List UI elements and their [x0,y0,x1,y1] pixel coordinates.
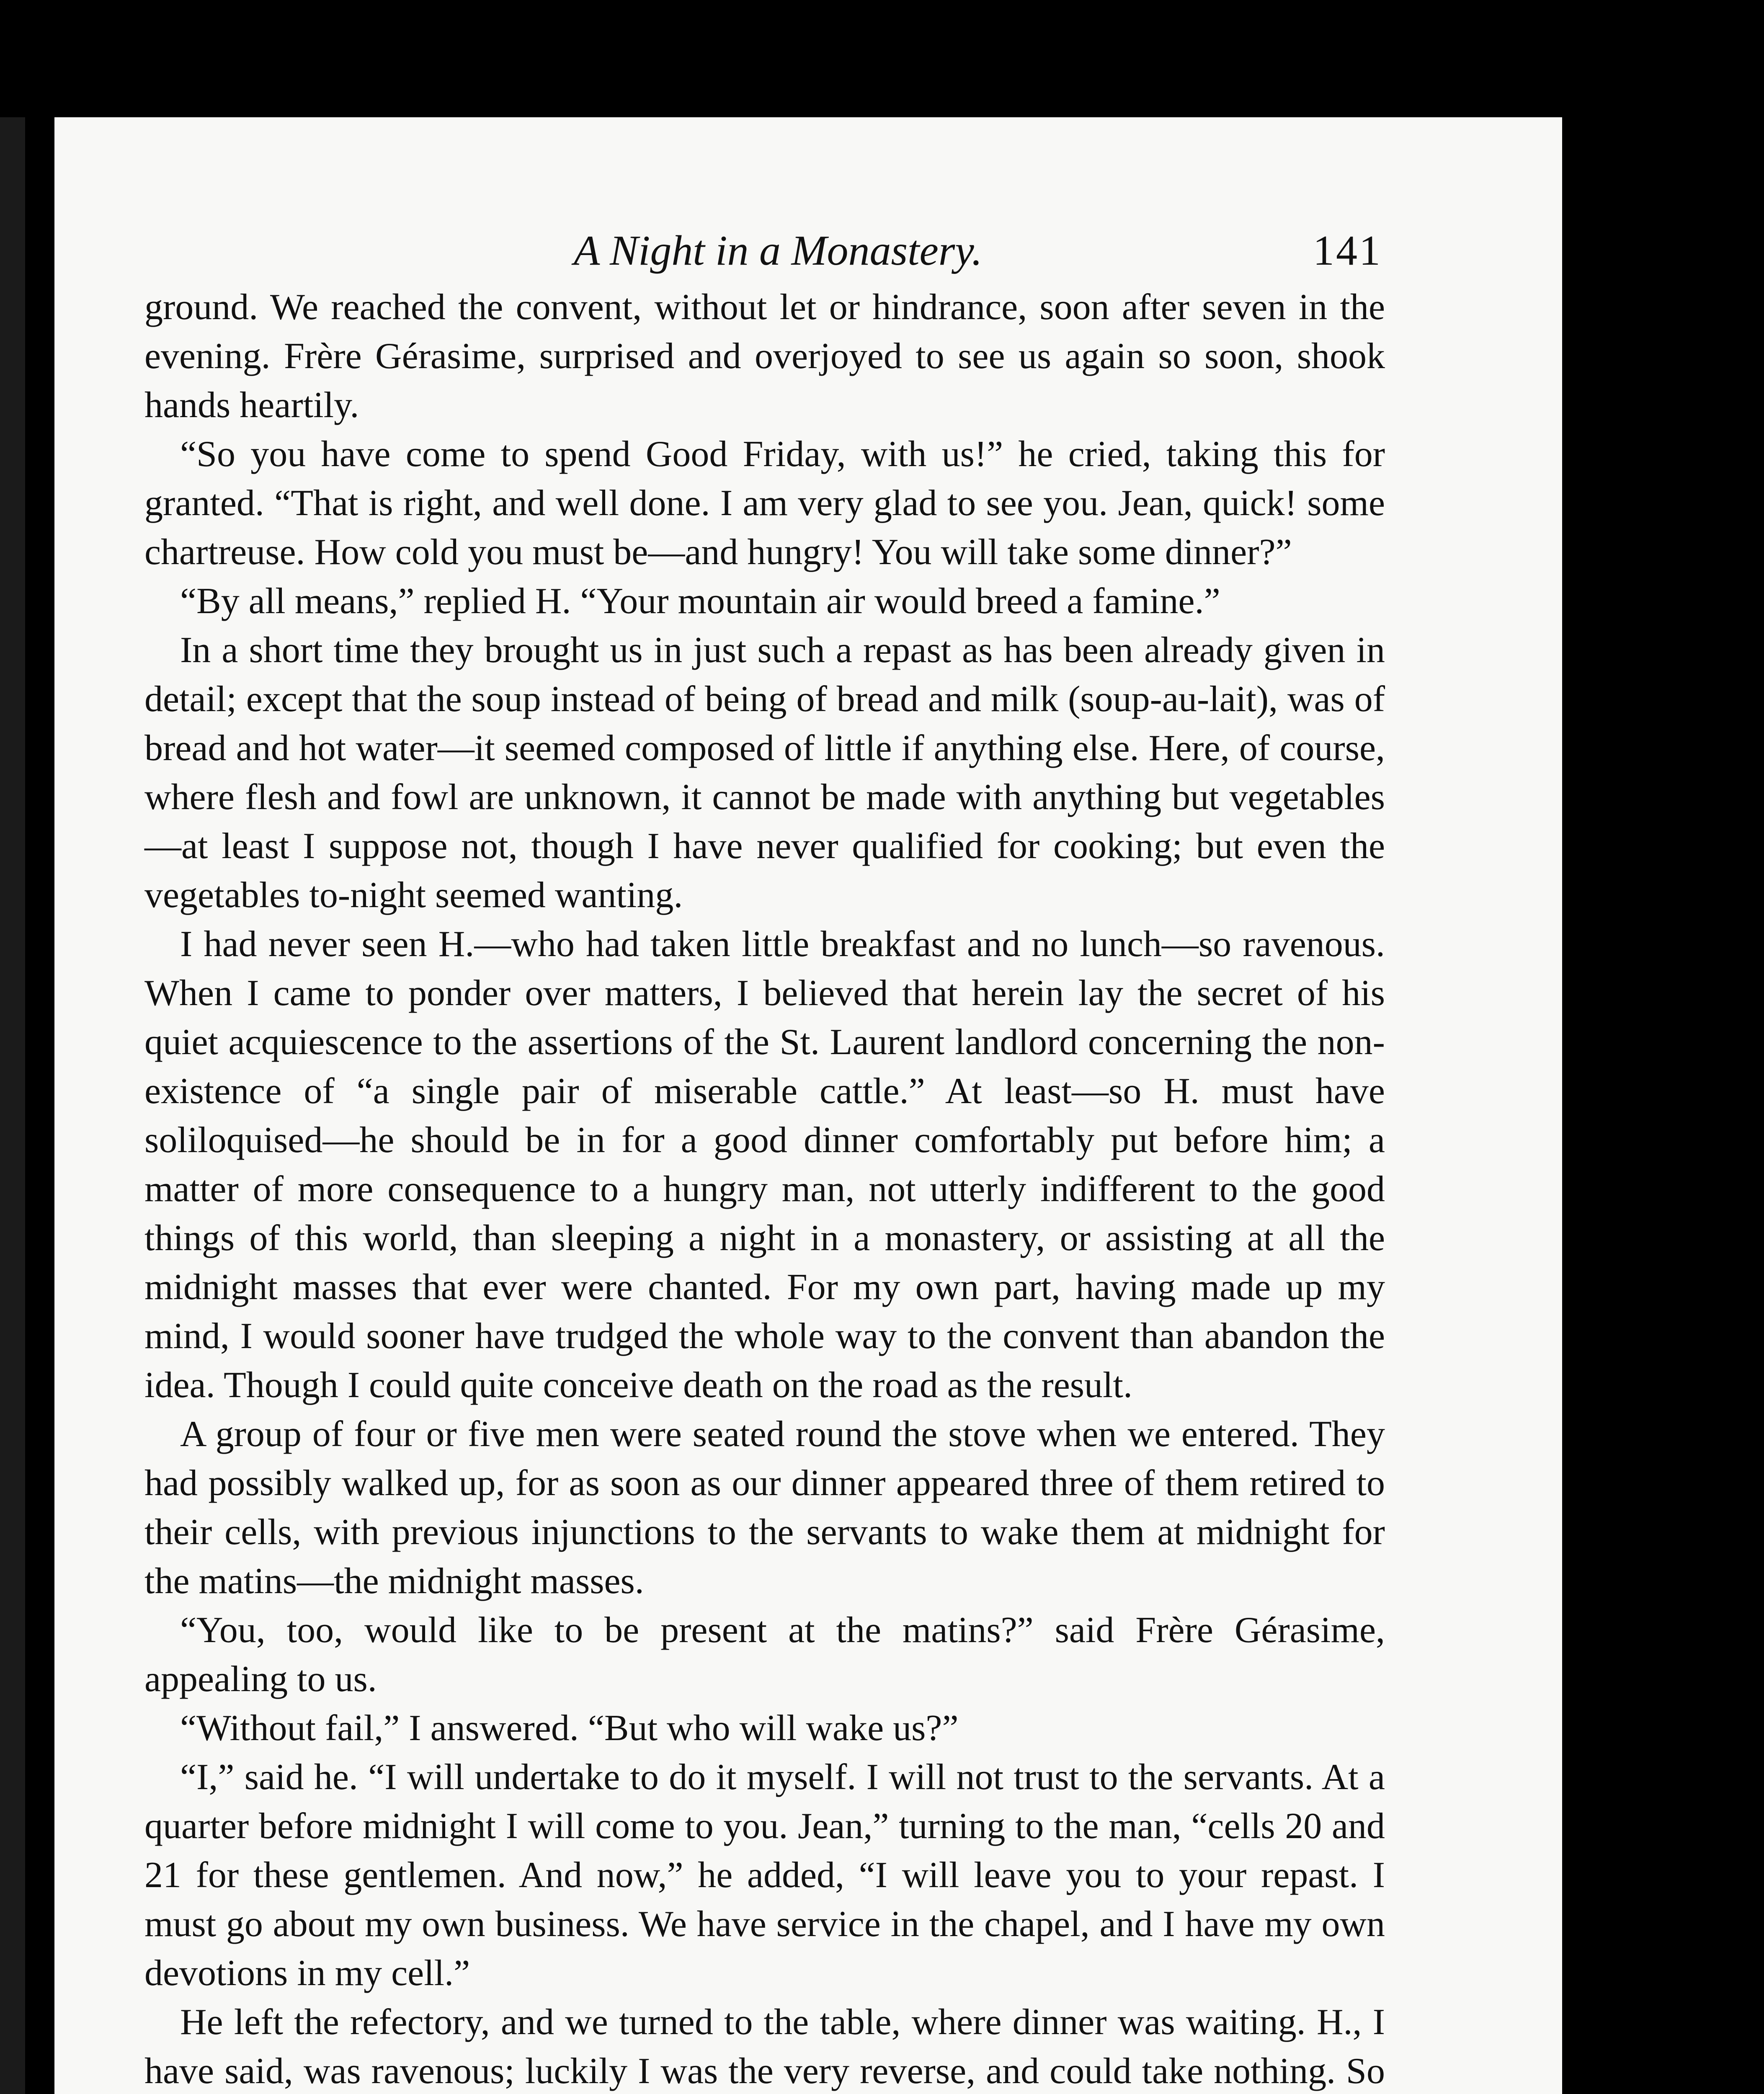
paragraph: In a short time they brought us in just such a repast as has been already given in detail; except that the soup instead of being of bread and milk (soup-au-lait), was of bread and hot water—it seemed composed of little if anything else. Here, of course, where flesh and fowl are unknown, it cannot be made with anything but vegetables—at least I suppose not, though I have never qualified for cooking; but even the vegetables to-night seemed wanting. [144,630,1385,915]
paragraph: “By all means,” replied H. “Your mountain air would breed a famine.” [180,581,1220,621]
page-number: 141 [1313,227,1382,274]
page-header [142,226,1382,281]
body-text [144,283,1385,2094]
adjacent-page-edge [0,117,25,2094]
paragraph: I had never seen H.—who had taken little breakfast and no lunch—so ravenous. When I came to ponder over matters, I believed that herein lay the secret of his quiet acquiescence to the assertions of the St. Laurent landlord concerning the non-existence of “a single pair of miserable cattle.” At least—so H. must have soliloquised—he should be in for a good dinner comfortably put before him; a matter of more consequence to a hungry man, not utterly indifferent to the good things of this world, than sleeping a night in a monastery, or assisting at all the midnight masses that ever were chanted. For my own part, having made up my mind, I would sooner have trudged the whole way to the convent than abandon the idea. Though I could quite conceive death on the road as the result. [144,924,1385,1405]
paragraph: “So you have come to spend Good Friday, with us!” he cried, taking this for granted. “That is right, and well done. I am very glad to see you. Jean, quick! some chartreuse. How cold you must be—and hungry! You will take some dinner?” [144,434,1385,572]
running-title: A Night in a Monastery. [574,227,983,274]
book-page [54,117,1562,2094]
paragraph: “Without fail,” I answered. “But who will wake us?” [180,1708,959,1748]
paragraph: A group of four or five men were seated round the stove when we entered. They had possibly walked up, for as soon as our dinner appeared three of them retired to their cells, with previous injunctions to the servants to wake them at midnight for the matins—the midnight masses. [144,1414,1385,1601]
paragraph: “You, too, would like to be present at the matins?” said Frère Gérasime, appealing to us. [144,1610,1385,1699]
paragraph: He left the refectory, and we turned to the table, where dinner was waiting. H., I have said, was ravenous; luckily I was the very reverse, and could take nothing. So [144,2002,1385,2091]
paragraph: ground. We reached the convent, without let or hindrance, soon after seven in the evening. Frère Gérasime, surprised and overjoyed to see us again so soon, shook hands heartily. [144,287,1385,426]
paragraph: “I,” said he. “I will undertake to do it myself. I will not trust to the servants. At a quarter before midnight I will come to you. Jean,” turning to the man, “cells 20 and 21 for these gentlemen. And now,” he added, “I will leave you to your repast. I must go about my own business. We have service in the chapel, and I have my own devotions in my cell.” [144,1757,1385,1993]
